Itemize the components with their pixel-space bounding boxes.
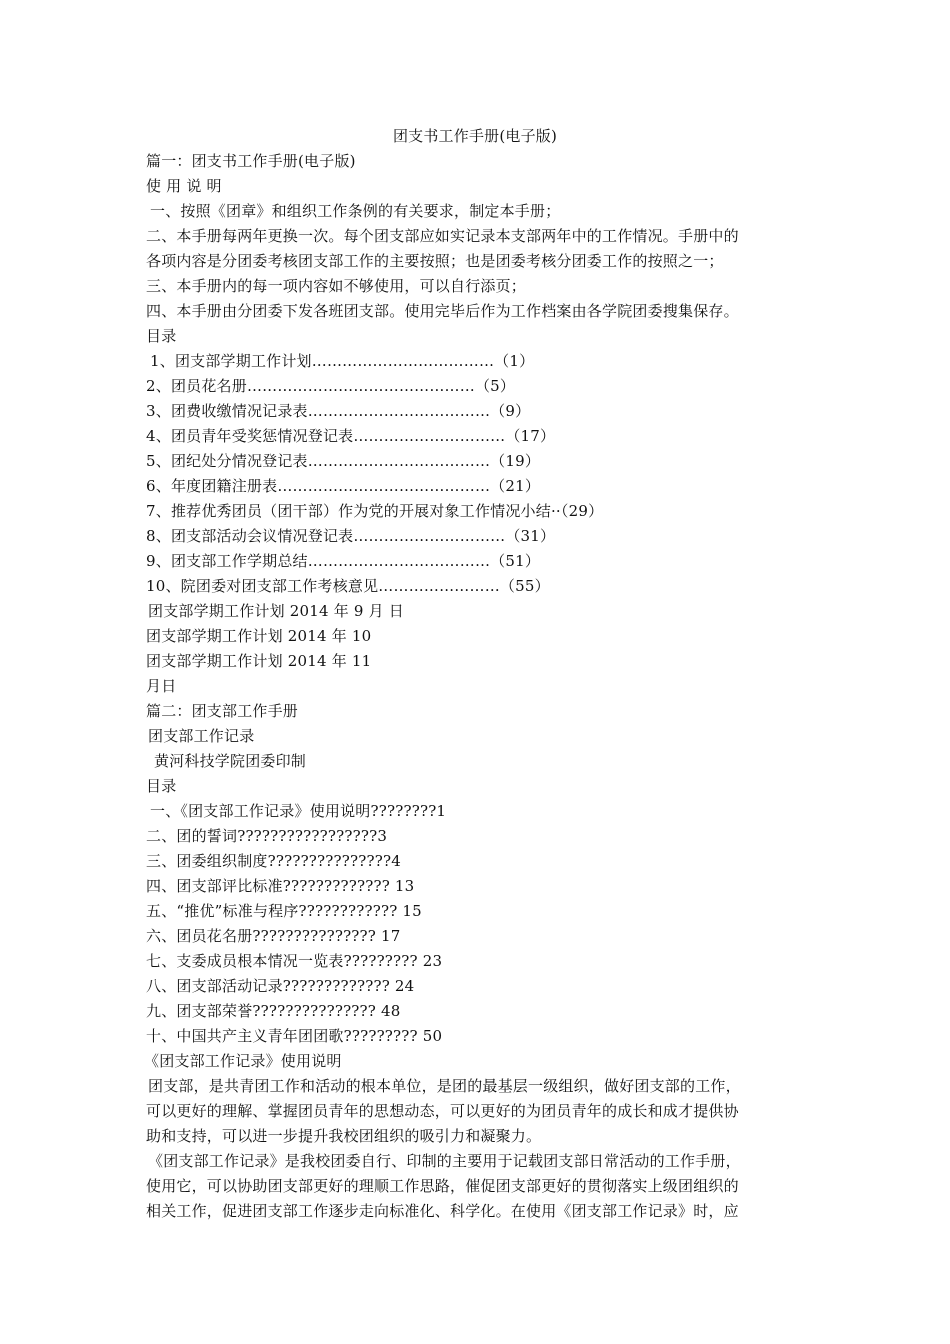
toc-title: 目录 [146, 777, 177, 795]
usage-item: 一、按照《团章》和组织工作条例的有关要求，制定本手册； [150, 202, 561, 220]
toc-item: 三、团委组织制度???????????????4 [146, 852, 401, 870]
toc-item: 1、团支部学期工作计划………………………………（1） [150, 352, 535, 370]
usage-item: 三、本手册内的每一项内容如不够使用，可以自行添页； [146, 277, 527, 295]
usage-title: 使 用 说 明 [146, 177, 222, 195]
toc-item: 5、团纪处分情况登记表………………………………（19） [146, 452, 541, 470]
toc-item: 二、团的誓词?????????????????3 [146, 827, 388, 845]
toc-item: 4、团员青年受奖惩情况登记表…………………………（17） [146, 427, 556, 445]
paragraph-line: 相关工作，促进团支部工作逐步走向标准化、科学化。在使用《团支部工作记录》时，应 [146, 1202, 739, 1220]
paragraph-line: 《团支部工作记录》是我校团委自行、印制的主要用于记载团支部日常活动的工作手册， [148, 1152, 741, 1170]
toc-item: 6、年度团籍注册表……………………………………（21） [146, 477, 541, 495]
part2-publisher: 黄河科技学院团委印制 [154, 752, 307, 770]
toc-item: 9、团支部工作学期总结………………………………（51） [146, 552, 541, 570]
plan-line: 团支部学期工作计划 2014 年 11 [146, 652, 372, 670]
paragraph-line: 可以更好的理解、掌握团员青年的思想动态，可以更好的为团员青年的成长和成才提供协 [146, 1102, 739, 1120]
toc-item: 五、“推优”标准与程序???????????? 15 [146, 902, 422, 920]
toc-item: 七、支委成员根本情况一览表????????? 23 [146, 952, 443, 970]
plan-line: 团支部学期工作计划 2014 年 9 月 日 [148, 602, 404, 620]
toc-item: 一、《团支部工作记录》使用说明????????1 [150, 802, 447, 820]
toc-item: 十、中国共产主义青年团团歌????????? 50 [146, 1027, 443, 1045]
toc-item: 10、院团委对团支部工作考核意见……………………（55） [146, 577, 550, 595]
plan-line: 月日 [146, 677, 177, 695]
toc-item: 四、团支部评比标准????????????? 13 [146, 877, 415, 895]
toc-item: 3、团费收缴情况记录表………………………………（9） [146, 402, 531, 420]
usage-item: 各项内容是分团委考核团支部工作的主要按照；也是团委考核分团委工作的按照之一； [146, 252, 724, 270]
usage-item: 二、本手册每两年更换一次。每个团支部应如实记录本支部两年中的工作情况。手册中的 [146, 227, 739, 245]
toc-item: 六、团员花名册??????????????? 17 [146, 927, 401, 945]
paragraph-line: 团支部，是共青团工作和活动的根本单位，是团的最基层一级组织，做好团支部的工作， [148, 1077, 741, 1095]
part1-heading: 篇一：团支书工作手册(电子版) [146, 152, 356, 170]
instructions-title: 《团支部工作记录》使用说明 [144, 1052, 342, 1070]
paragraph-line: 使用它，可以协助团支部更好的理顺工作思路，催促团支部更好的贯彻落实上级团组织的 [146, 1177, 739, 1195]
usage-item: 四、本手册由分团委下发各班团支部。使用完毕后作为工作档案由各学院团委搜集保存。 [146, 302, 739, 320]
toc-item: 7、推荐优秀团员（团干部）作为党的开展对象工作情况小结··（29） [146, 502, 604, 520]
plan-line: 团支部学期工作计划 2014 年 10 [146, 627, 372, 645]
toc-item: 8、团支部活动会议情况登记表…………………………（31） [146, 527, 556, 545]
toc-item: 八、团支部活动记录????????????? 24 [146, 977, 415, 995]
part2-heading: 篇二：团支部工作手册 [146, 702, 299, 720]
toc-title: 目录 [146, 327, 177, 345]
toc-item: 九、团支部荣誉??????????????? 48 [146, 1002, 401, 1020]
document-title: 团支书工作手册(电子版) [392, 127, 558, 145]
part2-subtitle: 团支部工作记录 [148, 727, 255, 745]
toc-item: 2、团员花名册………………………………………（5） [146, 377, 516, 395]
paragraph-line: 助和支持，可以进一步提升我校团组织的吸引力和凝聚力。 [146, 1127, 542, 1145]
